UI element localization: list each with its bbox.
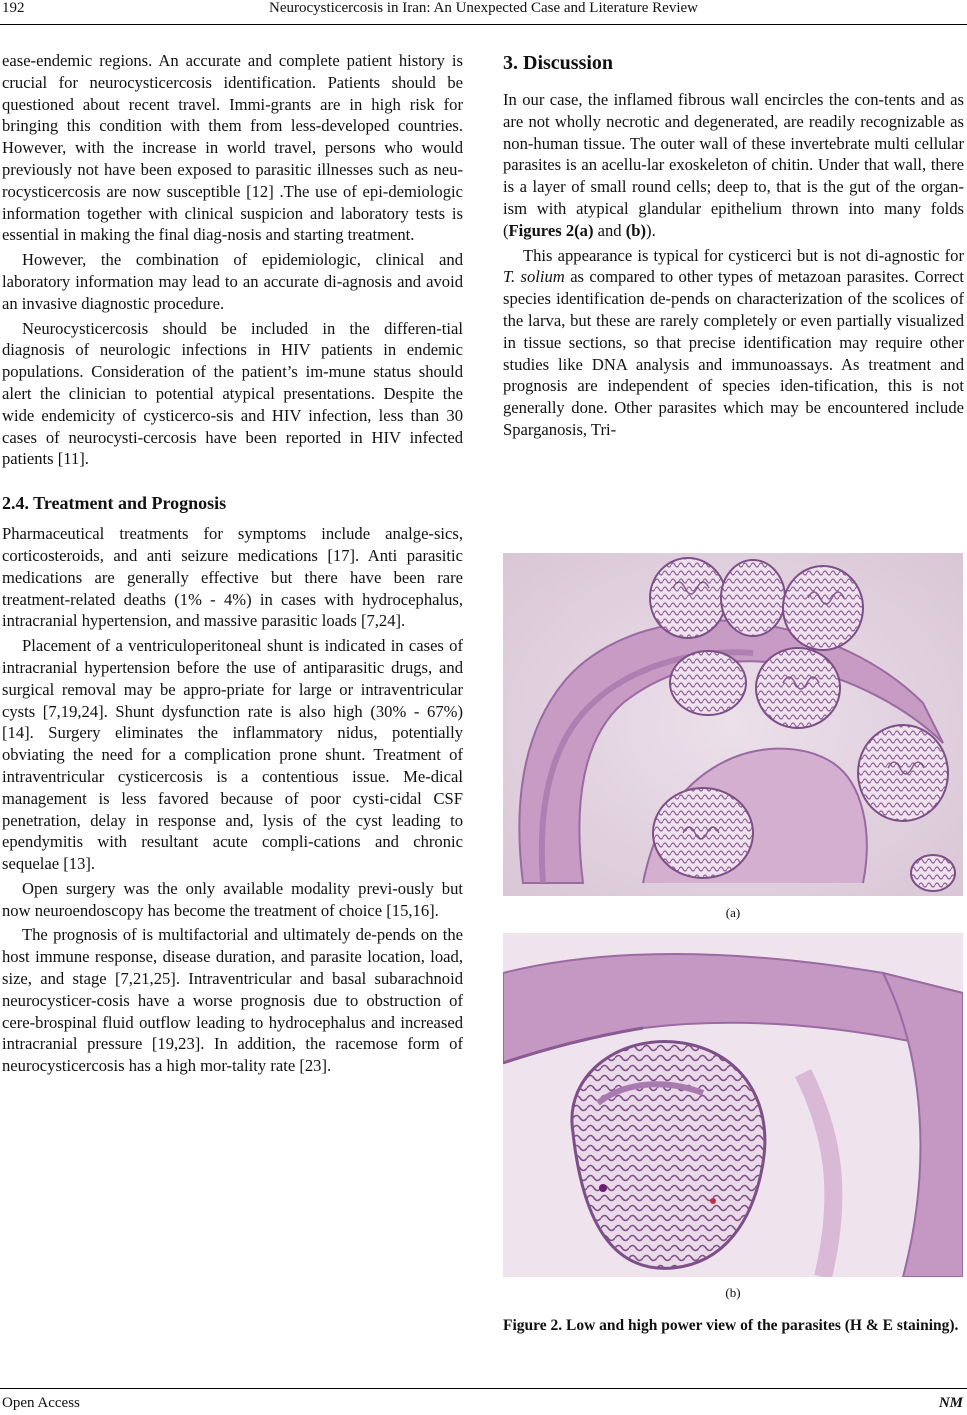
paragraph: This appearance is typical for cysticerci but is not di-agnostic for T. solium as compared to other types of metazoan parasites. Correct species identification de-pends on characterization of the scolices of the larva, but these are rarely completely or even partially visualized in tissue sections, so that precise identification may require other studies like DNA analysis and immunoassays. As treatment and prognosis are independent of species iden-tification, this is not generally done. Other parasites which may be encountered include Sparganosis, Tri- xyxy=(503,245,964,439)
section-heading: 2.4. Treatment and Prognosis xyxy=(2,493,227,514)
right-column xyxy=(503,50,964,441)
figure-label-b: (b) xyxy=(725,1285,741,1300)
figure-2a-micrograph xyxy=(503,553,963,896)
paragraph: Pharmaceutical treatments for symptoms include analge-sics, corticosteroids, and anti seizure medications [17]. Anti parasitic medications are generally effective but there have been rare treatment-related deaths (1% - 4%) in cases with hydrocephalus, intracranial hypertension, and massive parasitic loads [7,24]. xyxy=(2,524,463,631)
figure-label-a: (a) xyxy=(725,905,741,920)
paragraph: Placement of a ventriculoperitoneal shunt is indicated in cases of intracranial hypertension before the use of antiparasitic drugs, and surgical removal may be appro-priate for large or intraventricular cysts [7,19,24]. Shunt dysfunction rate is also high (30% - 67%) [14]. Surgery eliminates the inflammatory nidus, potentially obviating the need for a complication prone shunt. Treatment of intraventricular cysticercosis is a contentious issue. Me-dical management is less favored because of poor cysti-cidal CSF penetration, delay in response and, lysis of the cyst leading to ependymitis with resultant acute compli-cations and chronic sequelae [13]. xyxy=(2,636,463,874)
left-column xyxy=(2,50,463,1077)
running-title: Neurocysticercosis in Iran: An Unexpected Case and Literature Review xyxy=(268,0,698,16)
footer-journal-abbrev: NM xyxy=(938,1395,963,1411)
page-header xyxy=(0,0,967,25)
figure-2b-micrograph xyxy=(503,933,963,1277)
paragraph: The prognosis of is multifactorial and ultimately de-pends on the host immune response, disease duration, and parasite location, load, size, and stage [7,21,25]. Intraventricular and basal subarachnoid neurocysticer-cosis have a worse prognosis due to obstruction of cere-brospinal fluid outflow leading to hydrocephalus and increased intracranial pressure [19,23]. In addition, the racemose form of neurocysticercosis has a high mor-tality rate [23]. xyxy=(2,925,463,1076)
section-heading: 3. Discussion xyxy=(503,52,614,74)
figure-reference: (b) xyxy=(625,220,647,240)
paragraph: ease-endemic regions. An accurate and complete patient history is crucial for neurocysticercosis identification. Patients should be questioned about recent travel. Immi-grants are in high risk for bringing this condition with them from less-developed countries. However, with the increase in world travel, persons who would previously not have been exposed to parasitic illnesses such as neu-rocysticercosis are now susceptible [12] .The use of epi-demiologic information together with clinical suspicion and laboratory tests is essential in making the final diag-nosis and starting treatment. xyxy=(2,51,463,245)
paragraph: However, the combination of epidemiologic, clinical and laboratory information may lead to an accurate di-agnosis and avoid an invasive diagnostic procedure. xyxy=(2,250,463,313)
page-footer xyxy=(0,1388,967,1415)
paragraph: Open surgery was the only available modality previ-ously but now neuroendoscopy has become the treatment of choice [15,16]. xyxy=(2,878,463,920)
footer-access-label: Open Access xyxy=(2,1395,80,1411)
figure-reference: Figures 2(a) xyxy=(508,220,594,240)
page-number: 192 xyxy=(2,0,25,16)
paragraph: In our case, the inflamed fibrous wall encircles the con-tents and as are not wholly necrotic and degenerated, are readily recognizable as non-human tissue. The outer wall of these invertebrate multi cellular parasites is an acellu-lar exoskeleton of chitin. Under that wall, there is a layer of small round cells; deep to, that is the gut of the organ-ism with atypical glandular epithelium thrown into many folds (Figures 2(a) and (b)). xyxy=(503,90,964,240)
species-name: T. solium xyxy=(503,267,565,287)
paragraph: Neurocysticercosis should be included in the differen-tial diagnosis of neurologic infections in HIV patients in endemic populations. Consideration of the patient’s im-mune status should alert the clinician to potential atypical presentations. Despite the wide endemicity of cysticerco-sis and HIV infection, less than 30 cases of neurocysti-cercosis have been reported in HIV infected patients [11]. xyxy=(2,318,463,469)
figure-caption: Figure 2. Low and high power view of the parasites (H & E staining). xyxy=(503,1317,959,1334)
